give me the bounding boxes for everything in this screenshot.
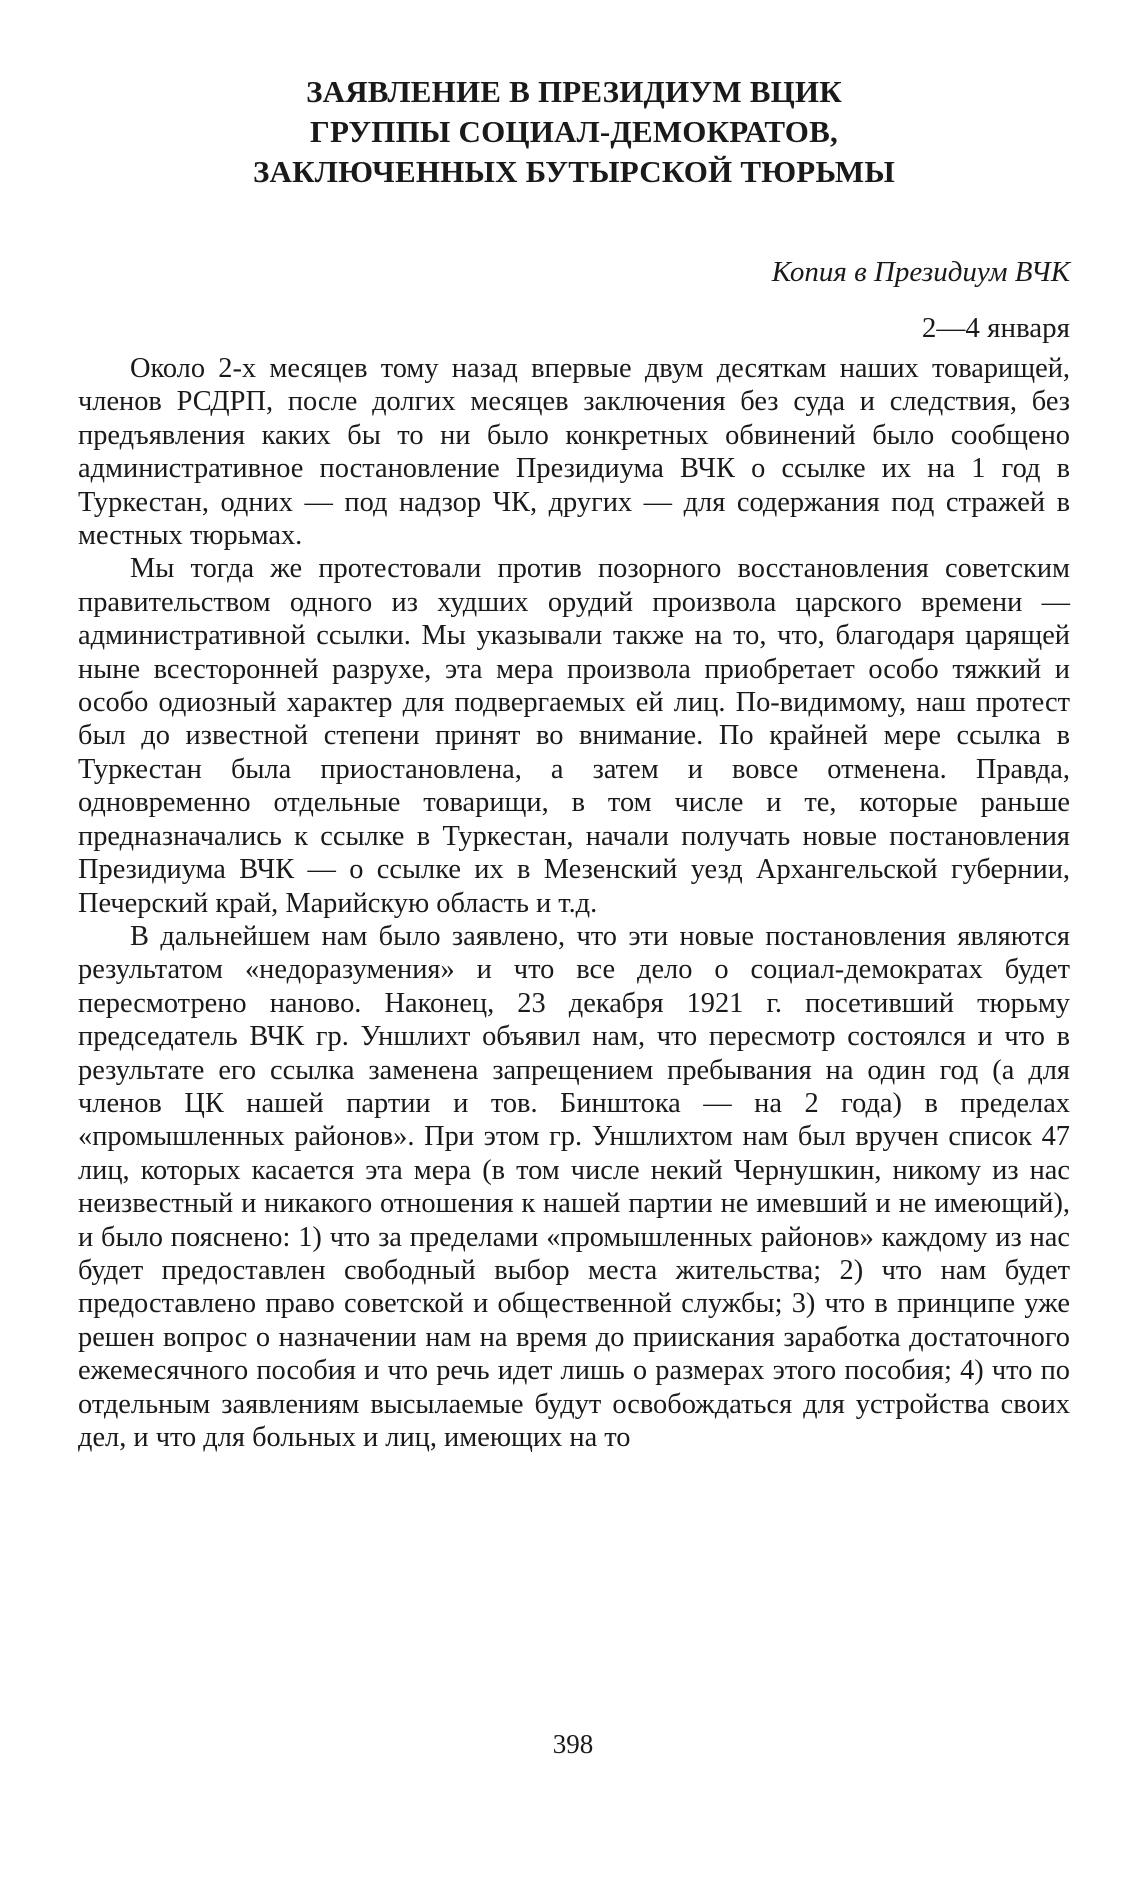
copy-note: Копия в Президиум ВЧК xyxy=(771,256,1070,288)
title-line: ЗАЯВЛЕНИЕ В ПРЕЗИДИУМ ВЦИК xyxy=(306,74,842,109)
page-number: 398 xyxy=(552,1729,594,1759)
document-page xyxy=(78,72,1070,1454)
title-line: ЗАКЛЮЧЕННЫХ БУТЫРСКОЙ ТЮРЬМЫ xyxy=(252,154,895,189)
paragraph: В дальнейшем нам было заявлено, что эти новые постановления являются результатом «недоразумения» и что все дело о социал-демократах будет пересмотрено наново. Наконец, 23 декабря 1921 г. посетивший тюрьму председатель ВЧК гр. Уншлихт объявил нам, что пересмотр состоялся и что в результате его ссылка заменена запрещением пребывания на один год (а для членов ЦК нашей партии и тов. Бинштока — на 2 года) в пределах «промышленных районов». При этом гр. Уншлихтом нам был вручен список 47 лиц, которых касается эта мера (в том числе некий Чернушкин, никому из нас неизвестный и никакого отношения к нашей партии не имевший и не имеющий), и было пояснено: 1) что за пределами «промышленных районов» каждому из нас будет предоставлен свободный выбор места жительства; 2) что нам будет предоставлено право советской и общественной службы; 3) что в принципе уже решен вопрос о назначении нам на время до приискания заработка достаточного ежемесячного пособия и что речь идет лишь о размерах этого пособия; 4) что по отдельным заявлениям высылаемые будут освобождаться для устройства своих дел, и что для больных и лиц, имеющих на то xyxy=(78,920,1070,1453)
document-date: 2—4 января xyxy=(921,312,1070,344)
title-line: ГРУППЫ СОЦИАЛ-ДЕМОКРАТОВ, xyxy=(310,114,838,149)
body-text xyxy=(78,352,1070,1454)
document-title xyxy=(78,72,1070,192)
paragraph: Около 2-х месяцев тому назад впервые двум десяткам наших товарищей, членов РСДРП, после долгих месяцев заключения без суда и следствия, без предъявления каких бы то ни было конкретных обвинений было сообщено административное постановление Президиума ВЧК о ссылке их на 1 год в Туркестан, одних — под надзор ЧК, других — для содержания под стражей в местных тюрьмах. xyxy=(78,353,1070,552)
paragraph: Мы тогда же протестовали против позорного восстановления советским правительством одного из худших орудий произвола царского времени — административной ссылки. Мы указывали также на то, что, благодаря царящей ныне всесторонней разрухе, эта мера произвола приобретает особо тяжкий и особо одиозный характер для подвергаемых ей лиц. По-видимому, наш протест был до известной степени принят во внимание. По крайней мере ссылка в Туркестан была приостановлена, а затем и вовсе отменена. Правда, одновременно отдельные товарищи, в том числе и те, которые раньше предназначались к ссылке в Туркестан, начали получать новые постановления Президиума ВЧК — о ссылке их в Мезенский уезд Архангельской губернии, Печерский край, Марийскую область и т.д. xyxy=(78,553,1070,919)
